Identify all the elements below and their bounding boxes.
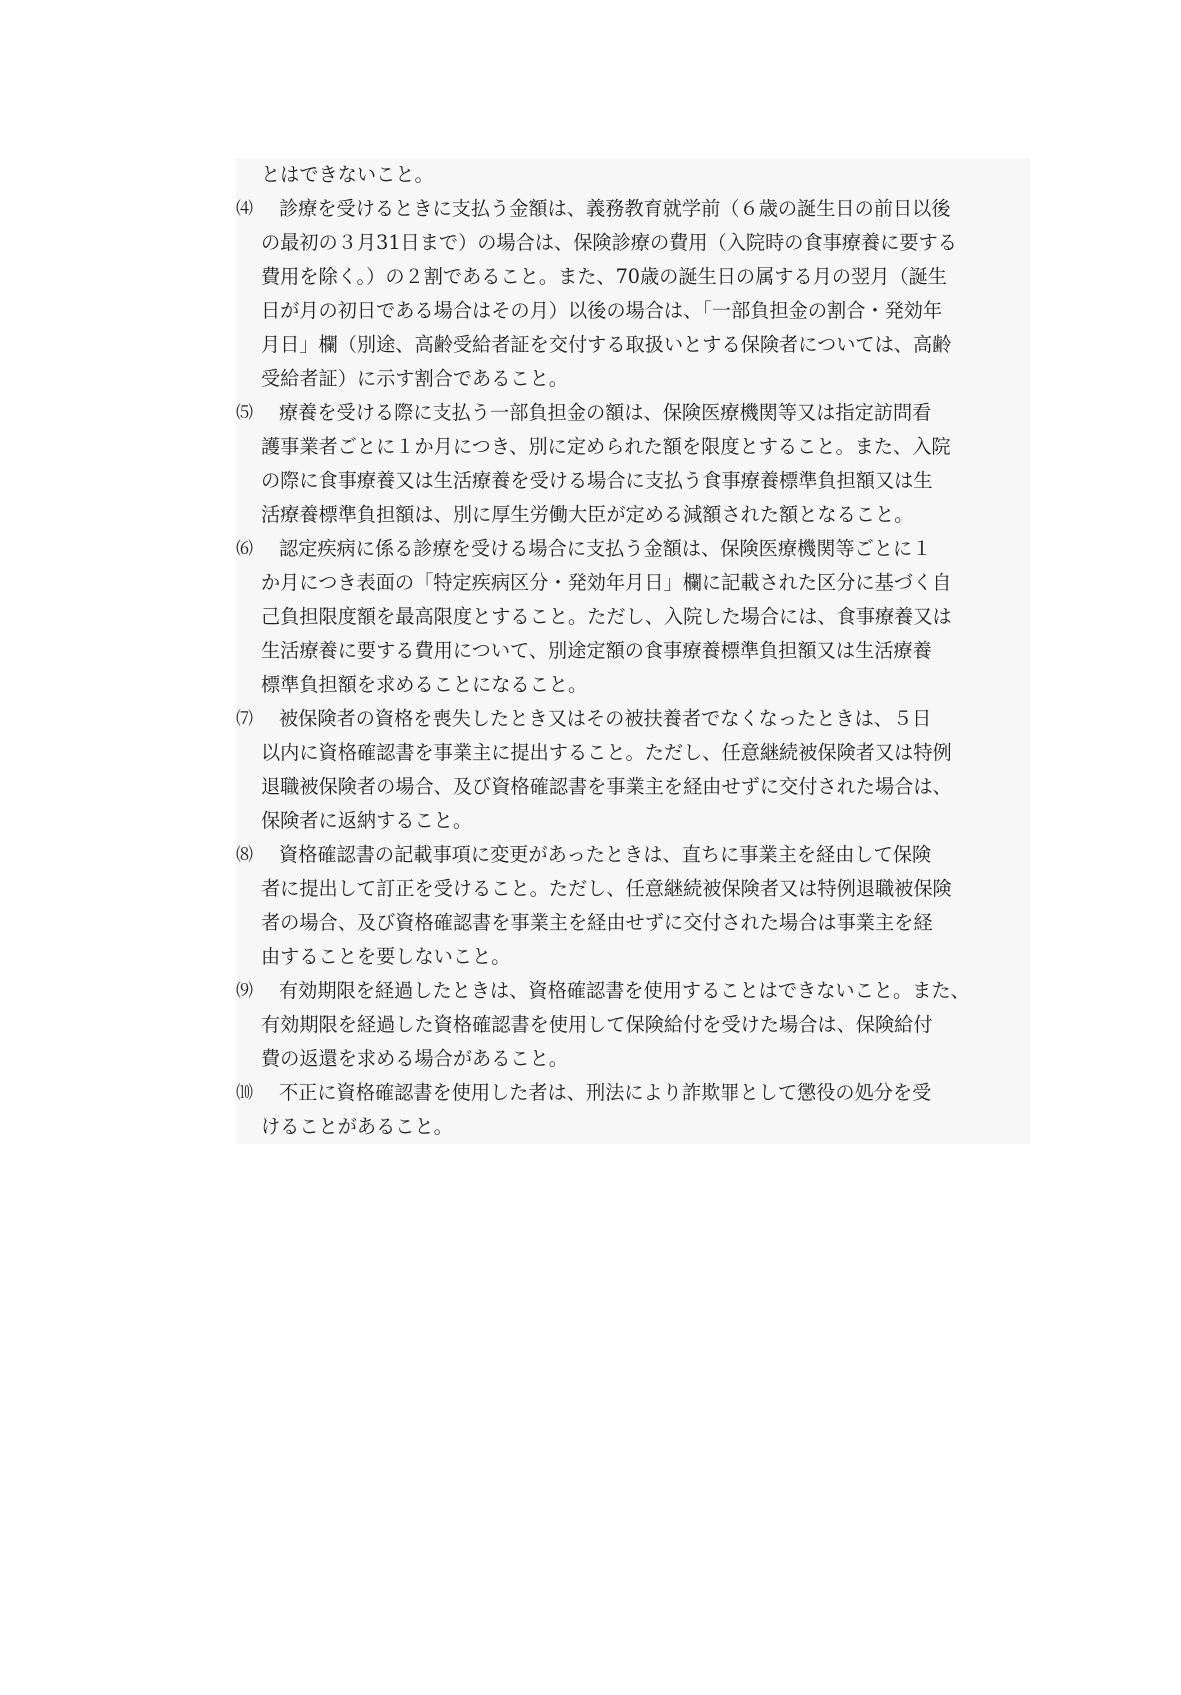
- text-line: 生活療養に要する費用について、別途定額の食事療養標準負担額又は生活療養: [261, 639, 932, 662]
- text-line: 資格確認書の記載事項に変更があったときは、直ちに事業主を経由して保険: [279, 843, 932, 866]
- text-line: の最初の３月31日まで）の場合は、保険診療の費用（入院時の食事療養に要する: [261, 231, 957, 254]
- text-line: 受給者証）に示す割合であること。: [261, 367, 568, 390]
- item-number-6: ⑹: [236, 539, 253, 559]
- text-line: 活療養標準負担額は、別に厚生労働大臣が定める減額された額となること。: [261, 503, 914, 526]
- text-line: 費の返還を求める場合があること。: [261, 1047, 568, 1070]
- item-number-7: ⑺: [236, 709, 253, 729]
- text-line: 有効期限を経過したときは、資格確認書を使用することはできないこと。また、: [279, 979, 970, 1002]
- text-line: 者に提出して訂正を受けること。ただし、任意継続被保険者又は特例退職被保険: [261, 877, 952, 900]
- text-line: けることがあること。: [261, 1115, 453, 1138]
- text-line: 月日」欄（別途、高齢受給者証を交付する取扱いとする保険者については、高齢: [261, 333, 952, 356]
- item-number-9: ⑼: [236, 981, 253, 1001]
- text-line: か月につき表面の「特定疾病区分・発効年月日」欄に記載された区分に基づく自: [261, 571, 952, 594]
- text-line: 以内に資格確認書を事業主に提出すること。ただし、任意継続被保険者又は特例: [261, 741, 952, 764]
- text-line: 護事業者ごとに１か月につき、別に定められた額を限度とすること。また、入院: [261, 435, 951, 458]
- text-line: 被保険者の資格を喪失したとき又はその被扶養者でなくなったときは、５日: [279, 707, 932, 730]
- notice-text-block: [236, 158, 1030, 1144]
- text-line: 者の場合、及び資格確認書を事業主を経由せずに交付された場合は事業主を経: [261, 911, 933, 934]
- text-line: とはできないこと。: [261, 163, 434, 186]
- item-number-10: ⑽: [236, 1083, 253, 1103]
- text-line: 診療を受けるときに支払う金額は、義務教育就学前（６歳の誕生日の前日以後: [279, 197, 951, 220]
- text-line: 日が月の初日である場合はその月）以後の場合は、「一部負担金の割合・発効年: [261, 299, 943, 322]
- text-line: 標準負担額を求めることになること。: [261, 673, 588, 696]
- text-line: 有効期限を経過した資格確認書を使用して保険給付を受けた場合は、保険給付: [261, 1013, 933, 1036]
- text-line: 己負担限度額を最高限度とすること。ただし、入院した場合には、食事療養又は: [261, 605, 952, 628]
- item-number-4: ⑷: [236, 199, 253, 219]
- text-line: 療養を受ける際に支払う一部負担金の額は、保険医療機関等又は指定訪問看: [279, 401, 932, 424]
- text-line: 不正に資格確認書を使用した者は、刑法により詐欺罪として懲役の処分を受: [279, 1081, 932, 1104]
- text-line: 認定疾病に係る診療を受ける場合に支払う金額は、保険医療機関等ごとに１: [279, 537, 932, 560]
- text-line: 退職被保険者の場合、及び資格確認書を事業主を経由せずに交付された場合は、: [261, 775, 952, 798]
- item-number-8: ⑻: [236, 845, 253, 865]
- text-line: 由することを要しないこと。: [261, 945, 511, 968]
- text-line: 保険者に返納すること。: [261, 809, 473, 832]
- item-number-5: ⑸: [236, 403, 253, 423]
- text-line: の際に食事療養又は生活療養を受ける場合に支払う食事療養標準負担額又は生: [261, 469, 933, 492]
- text-line: 費用を除く。）の２割であること。また、70歳の誕生日の属する月の翌月（誕生: [261, 265, 947, 288]
